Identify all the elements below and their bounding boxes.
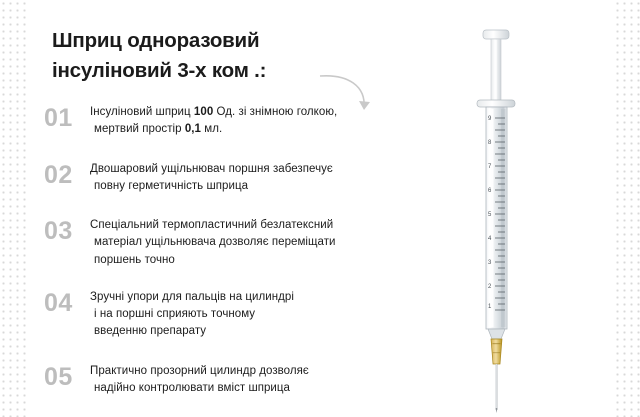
svg-text:5: 5 — [488, 212, 492, 218]
dot-pattern-left — [0, 0, 26, 417]
list-item-number: 03 — [44, 217, 73, 245]
list-item — [44, 217, 444, 269]
list-item-line: Двошаровий ущільнювач поршня забезпечує — [90, 162, 333, 175]
svg-text:8: 8 — [488, 140, 492, 146]
list-item-line: Практично прозорний цилиндр дозволяє — [90, 364, 309, 377]
list-item-line: матеріал ущільнювача дозволяє переміщати — [94, 236, 336, 249]
list-item-line: надійно контролювати вміст шприца — [94, 381, 290, 394]
list-item-text — [90, 217, 444, 269]
list-item-line: введенню препарату — [94, 325, 207, 338]
list-item-number: 02 — [44, 160, 73, 189]
list-item-line: Інсуліновий шприц 100 Од. зі знімною голкою, — [90, 106, 338, 118]
svg-text:9: 9 — [488, 116, 492, 122]
list-item — [44, 161, 444, 196]
svg-text:3: 3 — [488, 260, 492, 266]
list-item-number: 04 — [44, 288, 73, 317]
list-item-line: мертвий простір 0,1 мл. — [94, 123, 223, 136]
list-item-line: повну герметичність шприца — [94, 179, 249, 192]
list-item-text — [90, 161, 444, 196]
list-item-number: 01 — [44, 104, 73, 132]
list-item-line: і на поршні сприяють точному — [94, 308, 256, 320]
svg-text:4: 4 — [488, 236, 492, 242]
list-item-text — [90, 104, 444, 139]
list-item — [44, 289, 444, 341]
list-item — [44, 363, 444, 398]
svg-text:6: 6 — [488, 188, 492, 194]
list-item-text — [90, 363, 444, 398]
list-item-line: Зручні упори для пальців на цилиндрі — [90, 290, 294, 303]
insulin-syringe-illustration — [455, 8, 545, 413]
dot-pattern-right — [614, 0, 640, 417]
feature-list — [44, 104, 444, 397]
list-item — [44, 104, 444, 139]
list-item-number: 05 — [44, 362, 73, 391]
list-item-text — [90, 289, 444, 341]
page-title-line-2: інсуліновий 3-х ком .: — [52, 58, 267, 82]
svg-text:7: 7 — [488, 164, 492, 170]
svg-text:1: 1 — [488, 304, 492, 310]
list-item-line: Спеціальний термопластичний безлатексний — [90, 219, 334, 231]
svg-text:2: 2 — [488, 284, 492, 290]
list-item-line: поршень точно — [94, 253, 175, 266]
page-title-line-1: Шприц одноразовий — [52, 29, 260, 52]
